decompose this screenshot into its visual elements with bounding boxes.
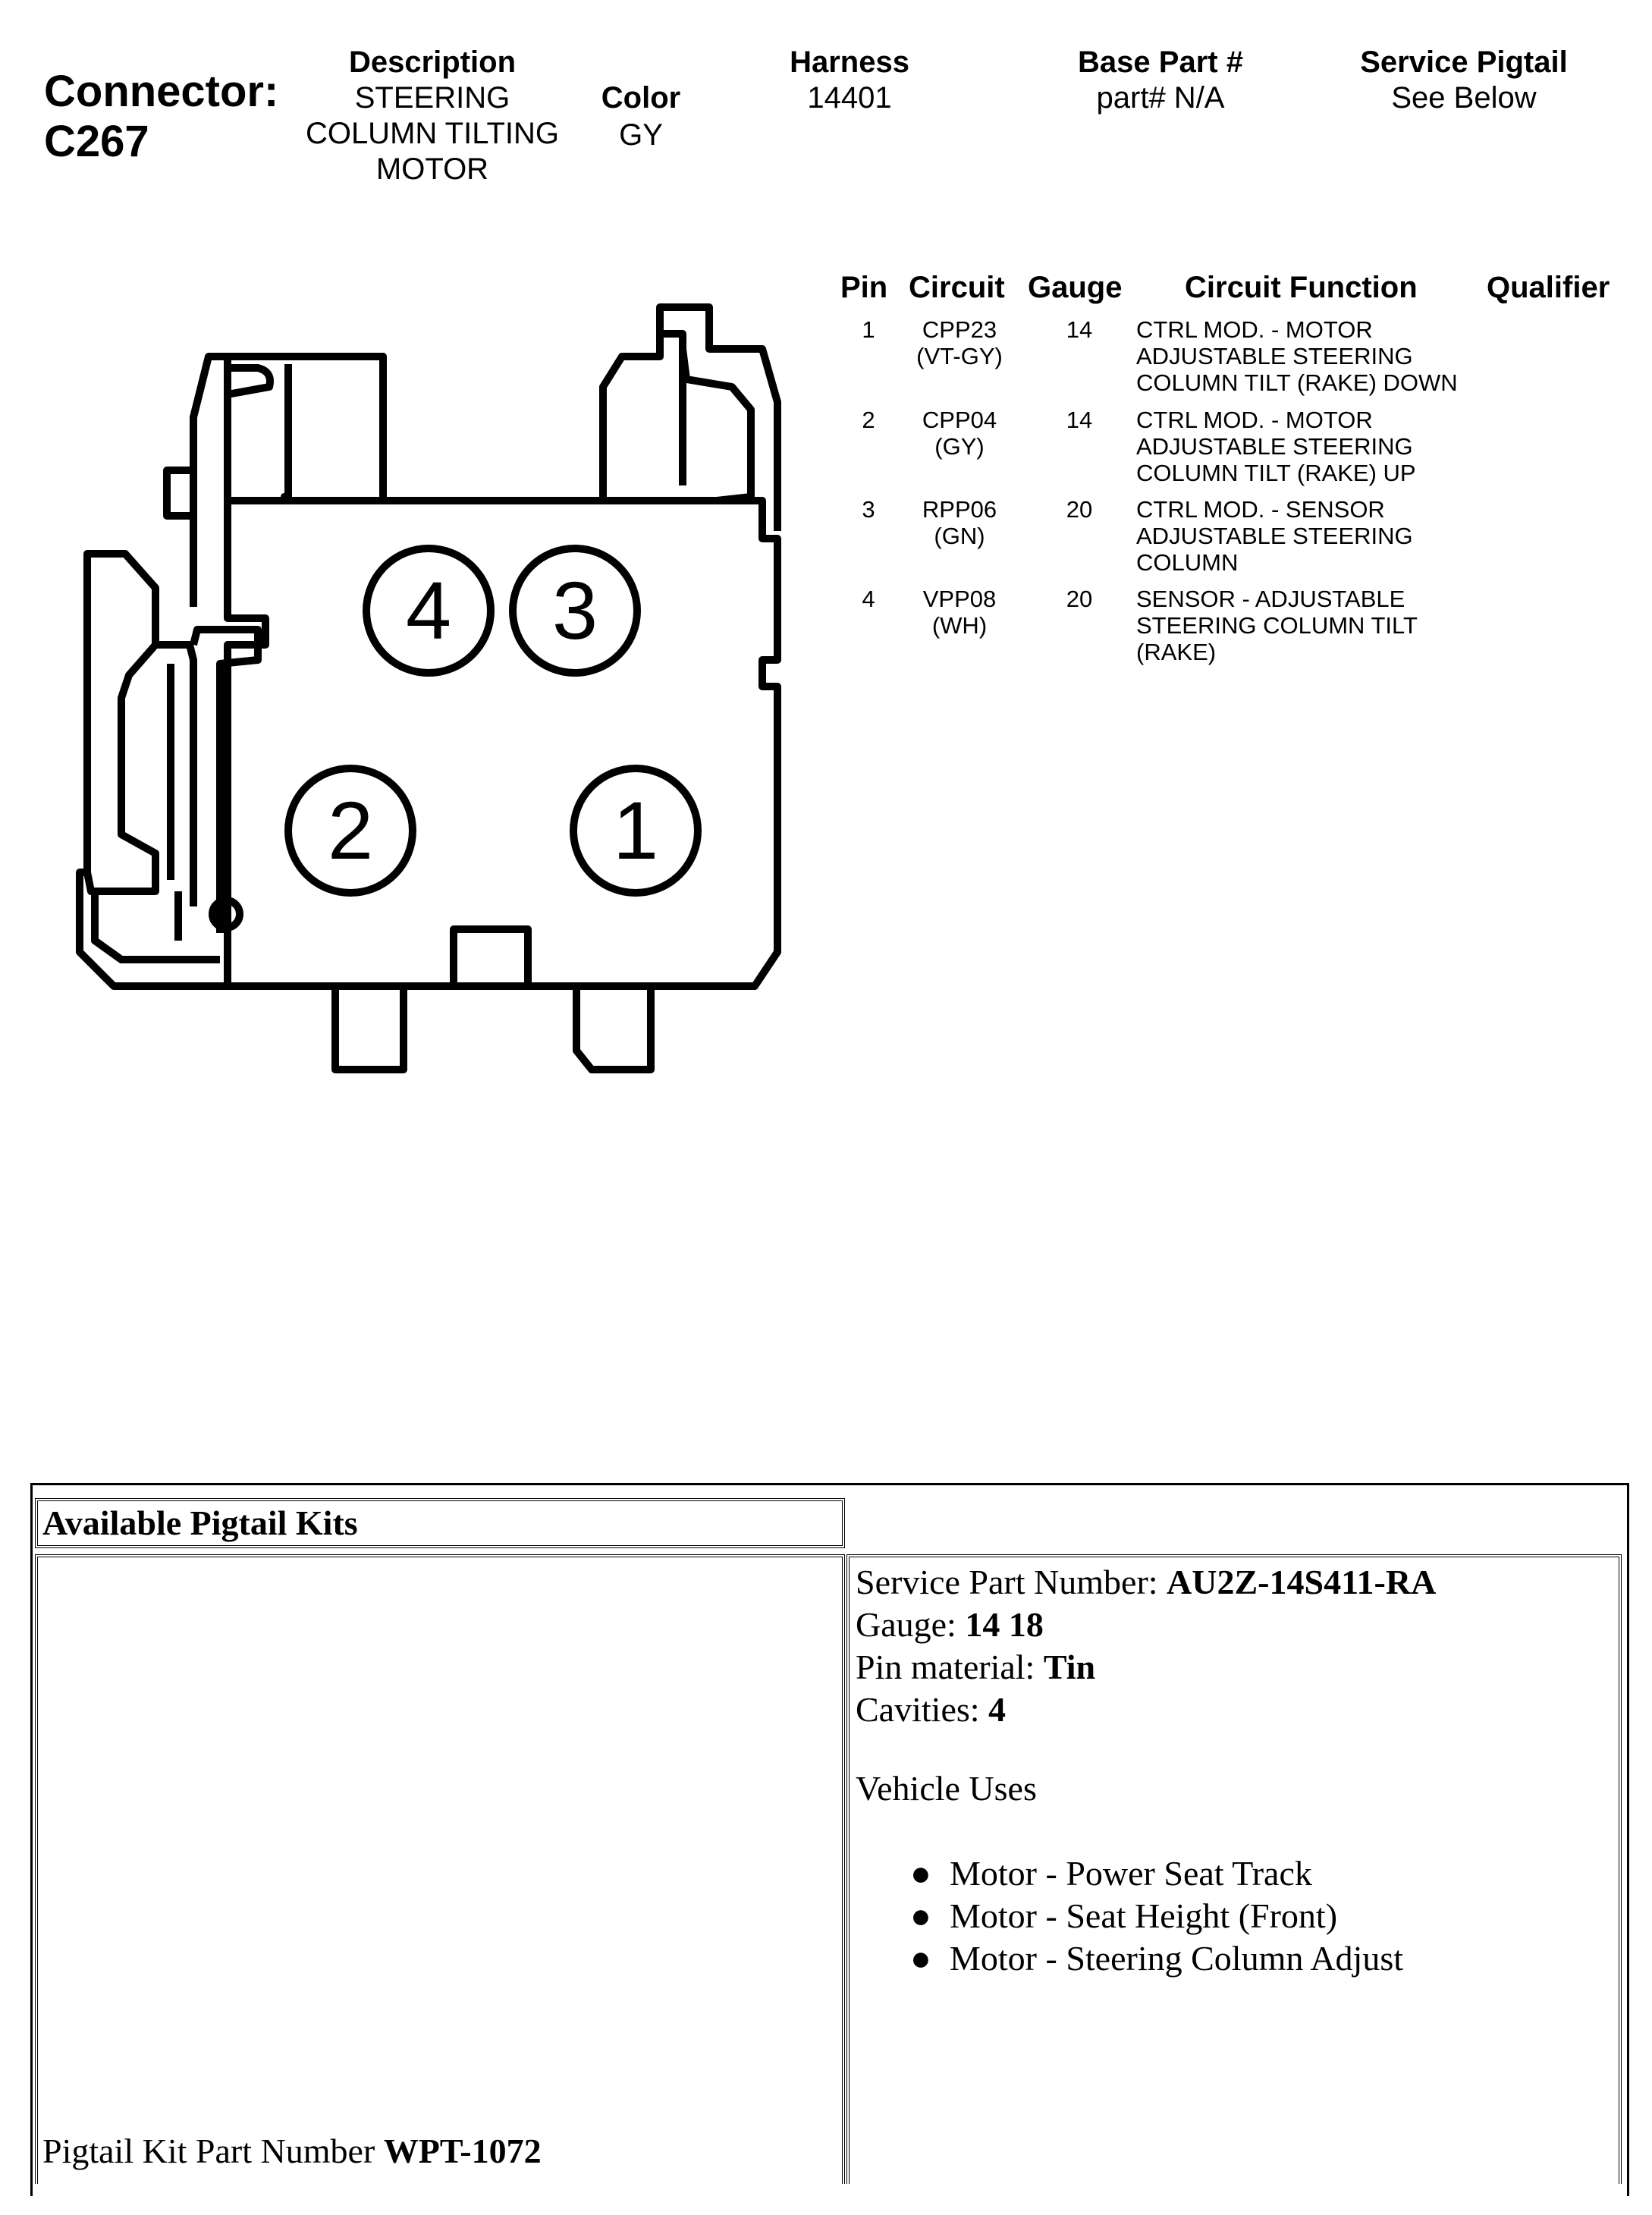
gauge-value: 14: [1066, 316, 1093, 343]
color-value: GY: [619, 118, 663, 152]
function-line: ADJUSTABLE STEERING: [1136, 523, 1413, 549]
vehicle-uses-list: [910, 1852, 1403, 1980]
bottom-leg-right: [576, 986, 651, 1070]
harness-label: Harness: [790, 46, 909, 79]
kit-part-value: WPT-1072: [383, 2132, 542, 2170]
vehicle-use-text: Motor - Steering Column Adjust: [950, 1939, 1403, 1978]
pigtail-kits-title: Available Pigtail Kits: [42, 1503, 358, 1542]
description-label: Description: [348, 46, 517, 79]
bottom-key: [454, 929, 528, 986]
pigtail-image-panel: [35, 1554, 845, 2184]
circuit-function-header: Circuit Function: [1185, 271, 1418, 304]
function-line: CTRL MOD. - MOTOR: [1136, 316, 1373, 343]
connector-face-diagram: [0, 0, 819, 1100]
function-line: COLUMN TILT (RAKE) DOWN: [1136, 369, 1458, 396]
kit-part-label: Pigtail Kit Part Number: [42, 2132, 375, 2170]
pin-material-value: Tin: [1043, 1648, 1096, 1686]
gauge-label: Gauge:: [856, 1605, 956, 1644]
left-latch-arm: [193, 357, 209, 607]
cavities-value: 4: [988, 1690, 1007, 1729]
base-part-value: part# N/A: [1096, 81, 1225, 115]
left-clip-curl: [95, 888, 220, 960]
pin-number: 4: [862, 586, 875, 612]
service-pigtail-label: Service Pigtail: [1360, 46, 1568, 79]
circuit-header: Circuit: [909, 271, 1005, 304]
gauge-header: Gauge: [1028, 271, 1123, 304]
cavity-label-4: 4: [405, 564, 452, 656]
connector-housing-outline: [228, 497, 777, 986]
connector-id: C267: [44, 117, 149, 166]
kit-part-row: [42, 2130, 542, 2173]
function-line: ADJUSTABLE STEERING: [1136, 433, 1413, 460]
description-line: MOTOR: [375, 152, 489, 186]
list-item: [910, 1895, 1403, 1937]
list-item: [910, 1852, 1403, 1895]
bullet-icon: ●: [910, 1896, 931, 1935]
left-latch-hook: [228, 368, 270, 394]
bullet-icon: ●: [910, 1854, 931, 1893]
function-line: CTRL MOD. - SENSOR: [1136, 496, 1385, 523]
harness-value: 14401: [807, 81, 892, 115]
qualifier-header: Qualifier: [1487, 271, 1610, 304]
description-line: STEERING: [354, 81, 510, 115]
circuit-code: RPP06: [922, 496, 997, 523]
pin-number: 3: [862, 496, 875, 523]
color-label: Color: [601, 81, 681, 115]
bottom-leg-left: [335, 986, 404, 1070]
gauge-value: 20: [1066, 586, 1093, 612]
function-line: COLUMN TILT (RAKE) UP: [1136, 460, 1416, 486]
cavity-label-1: 1: [612, 784, 659, 876]
function-line: ADJUSTABLE STEERING: [1136, 343, 1413, 369]
pin-material-row: [856, 1646, 1095, 1689]
bullet-icon: ●: [910, 1939, 931, 1978]
function-line: COLUMN: [1136, 549, 1239, 576]
gauge-row: [856, 1604, 1044, 1646]
function-line: CTRL MOD. - MOTOR: [1136, 407, 1373, 433]
vehicle-use-text: Motor - Seat Height (Front): [950, 1896, 1338, 1935]
pin-material-label: Pin material:: [856, 1648, 1035, 1686]
circuit-code: VPP08: [922, 586, 997, 612]
cavities-row: [856, 1689, 1006, 1731]
gauge-value: 20: [1066, 496, 1093, 523]
connector-label: Connector:: [44, 67, 279, 116]
cavity-label-2: 2: [327, 784, 374, 876]
service-part-label: Service Part Number:: [856, 1563, 1158, 1601]
function-line: SENSOR - ADJUSTABLE: [1136, 586, 1405, 612]
pin-header: Pin: [840, 271, 888, 304]
service-pigtail-value: See Below: [1391, 81, 1537, 115]
service-part-row: [856, 1561, 1436, 1604]
service-pigtail-column: [1335, 44, 1593, 116]
wire-color: (VT-GY): [916, 343, 1003, 369]
left-clip: [87, 554, 155, 891]
gauge-value: 14 18: [965, 1605, 1044, 1644]
wire-color: (GY): [934, 433, 985, 460]
left-latch-tab: [209, 357, 383, 501]
pin-number: 1: [862, 316, 875, 343]
wire-color: (GN): [934, 523, 985, 549]
right-latch-inner: [656, 334, 751, 501]
wire-color: (WH): [931, 612, 988, 639]
base-part-label: Base Part #: [1078, 46, 1243, 79]
vehicle-uses-label: Vehicle Uses: [856, 1769, 1037, 1808]
cavities-label: Cavities:: [856, 1690, 980, 1729]
left-knob: [167, 470, 193, 516]
left-latch: [209, 357, 383, 501]
circuit-code: CPP23: [922, 316, 997, 343]
vehicle-use-text: Motor - Power Seat Track: [950, 1854, 1312, 1893]
function-line: (RAKE): [1136, 639, 1217, 665]
gauge-value: 14: [1066, 407, 1093, 433]
function-line: STEERING COLUMN TILT: [1136, 612, 1418, 639]
service-part-value: AU2Z-14S411-RA: [1167, 1563, 1437, 1601]
base-part-column: [1047, 44, 1274, 116]
circuit-code: CPP04: [922, 407, 997, 433]
pin-number: 2: [862, 407, 875, 433]
cavity-label-3: 3: [551, 564, 598, 656]
list-item: [910, 1937, 1403, 1980]
description-line: COLUMN TILTING: [305, 117, 560, 150]
